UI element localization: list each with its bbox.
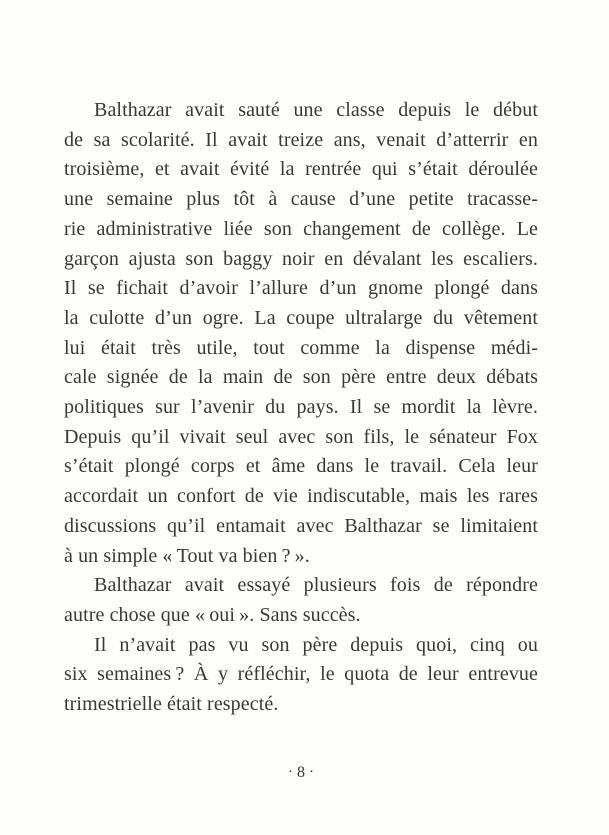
text-line: Il se fichait d’avoir l’allure d’un gnome plongé dans <box>64 277 538 300</box>
text-line: autre chose que « oui ». Sans succès. <box>64 603 361 626</box>
text-line: accordait un confort de vie indiscutable, mais les rares <box>64 485 538 508</box>
text-line: Balthazar avait essayé plusieurs fois de répondre <box>94 574 538 597</box>
paragraph <box>64 96 538 571</box>
text-line: lui était très utile, tout comme la dispense médi- <box>64 336 538 359</box>
text-line: la culotte d’un ogre. La coupe ultralarge du vêtement <box>64 306 538 329</box>
text-line: s’était plongé corps et âme dans le travail. Cela leur <box>64 455 538 478</box>
text-line: garçon ajusta son baggy noir en dévalant les escaliers. <box>64 247 538 270</box>
text-line: rie administrative liée son changement de collège. Le <box>64 217 538 240</box>
folio-left-dot: · <box>288 764 293 780</box>
text-line: trimestrielle était respecté. <box>64 693 279 716</box>
text-line: Balthazar avait sauté une classe depuis le début <box>94 99 538 121</box>
folio-number: 8 <box>297 764 305 781</box>
text-block <box>64 96 538 720</box>
text-line: à un simple « Tout va bien ? ». <box>64 544 310 567</box>
text-line: Depuis qu’il vivait seul avec son fils, le sénateur Fox <box>64 425 538 448</box>
folio-right-dot: · <box>309 764 314 780</box>
text-line: de sa scolarité. Il avait treize ans, venait d’atterrir en <box>64 128 538 151</box>
paragraph <box>64 571 538 630</box>
text-line: six semaines ? À y réfléchir, le quota de leur entrevue <box>64 663 538 686</box>
paragraph <box>64 631 538 720</box>
text-line: Il n’avait pas vu son père depuis quoi, cinq ou <box>94 633 538 656</box>
text-line: politiques sur l’avenir du pays. Il se mordit la lèvre. <box>64 396 538 419</box>
folio <box>64 764 538 782</box>
text-line: troisième, et avait évité la rentrée qui s’était déroulée <box>64 158 538 181</box>
text-line: discussions qu’il entamait avec Balthazar se limitaient <box>64 514 538 537</box>
text-line: cale signée de la main de son père entre deux débats <box>64 366 538 389</box>
text-line: une semaine plus tôt à cause d’une petite tracasse- <box>64 188 538 211</box>
